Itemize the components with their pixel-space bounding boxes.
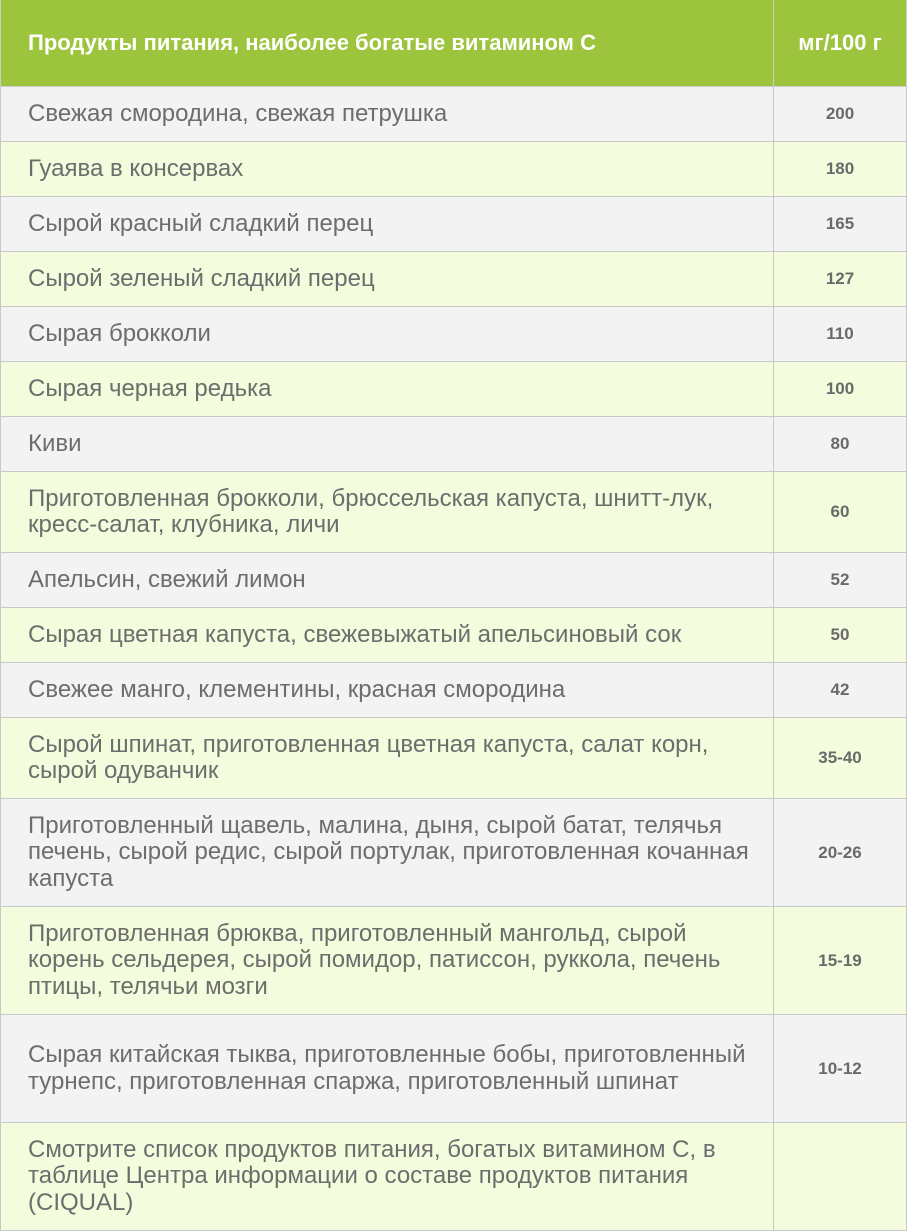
value-cell: 180	[774, 142, 907, 197]
table-row	[1, 799, 907, 907]
food-cell: Сырой зеленый сладкий перец	[1, 252, 774, 307]
food-cell: Приготовленная брокколи, брюссельская капуста, шнитт-лук, кресс-салат, клубника, личи	[1, 472, 774, 553]
table-row	[1, 663, 907, 718]
food-cell: Сырой красный сладкий перец	[1, 197, 774, 252]
value-cell: 15-19	[774, 907, 907, 1015]
header-food-column: Продукты питания, наиболее богатые витамином С	[1, 0, 774, 87]
value-cell: 200	[774, 87, 907, 142]
table-row	[1, 417, 907, 472]
table-row	[1, 608, 907, 663]
value-cell: 50	[774, 608, 907, 663]
table-row	[1, 197, 907, 252]
table-row	[1, 718, 907, 799]
food-cell: Апельсин, свежий лимон	[1, 553, 774, 608]
ciqual-note-cell: Смотрите список продуктов питания, богатых витамином С, в таблице Центра информации о составе продуктов питания (CIQUAL)	[1, 1123, 774, 1231]
food-cell: Киви	[1, 417, 774, 472]
value-cell: 52	[774, 553, 907, 608]
food-cell: Свежая смородина, свежая петрушка	[1, 87, 774, 142]
table-row	[1, 907, 907, 1015]
food-cell: Сырая цветная капуста, свежевыжатый апельсиновый сок	[1, 608, 774, 663]
table-row	[1, 362, 907, 417]
table-row	[1, 87, 907, 142]
table-row	[1, 1015, 907, 1123]
table-row	[1, 1123, 907, 1231]
food-cell: Гуаява в консервах	[1, 142, 774, 197]
value-cell: 127	[774, 252, 907, 307]
food-cell: Сырая китайская тыква, приготовленные бобы, приготовленный турнепс, приготовленная спаржа, приготовленный шпинат	[1, 1015, 774, 1123]
value-cell	[774, 1123, 907, 1231]
food-cell: Свежее манго, клементины, красная смородина	[1, 663, 774, 718]
value-cell: 60	[774, 472, 907, 553]
value-cell: 165	[774, 197, 907, 252]
table-row	[1, 142, 907, 197]
value-cell: 35-40	[774, 718, 907, 799]
value-cell: 42	[774, 663, 907, 718]
table-row	[1, 472, 907, 553]
value-cell: 10-12	[774, 1015, 907, 1123]
food-cell: Сырой шпинат, приготовленная цветная капуста, салат корн, сырой одуванчик	[1, 718, 774, 799]
value-cell: 110	[774, 307, 907, 362]
value-cell: 100	[774, 362, 907, 417]
food-cell: Сырая черная редька	[1, 362, 774, 417]
food-cell: Сырая брокколи	[1, 307, 774, 362]
table-row	[1, 252, 907, 307]
food-cell: Приготовленная брюква, приготовленный мангольд, сырой корень сельдерея, сырой помидор, патиссон, руккола, печень птицы, телячьи мозги	[1, 907, 774, 1015]
table-header-row	[1, 0, 907, 87]
table-row	[1, 307, 907, 362]
value-cell: 20-26	[774, 799, 907, 907]
header-unit-column: мг/100 г	[774, 0, 907, 87]
table-row	[1, 553, 907, 608]
food-cell: Приготовленный щавель, малина, дыня, сырой батат, телячья печень, сырой редис, сырой портулак, приготовленная кочанная капуста	[1, 799, 774, 907]
value-cell: 80	[774, 417, 907, 472]
